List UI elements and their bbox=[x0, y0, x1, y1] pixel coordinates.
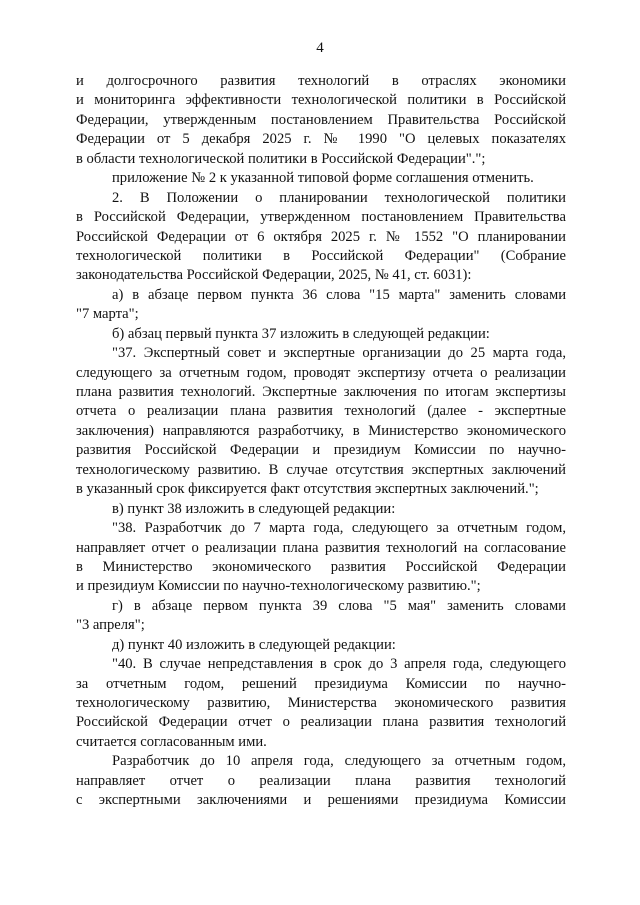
text-line: плана развития технологий. Экспертные заключения по итогам экспертизы bbox=[76, 384, 566, 400]
text-line: технологическому развитию, Министерства экономического развития bbox=[76, 695, 566, 711]
text-line: с экспертными заключениями и решениями президиума Комиссии bbox=[76, 792, 566, 809]
text-line: за отчетным годом, решений президиума Комиссии по научно- bbox=[76, 675, 566, 692]
text-line: приложение № 2 к указанной типовой форме соглашения отменить. bbox=[112, 170, 534, 187]
text-line: в указанный срок фиксируется факт отсутствия экспертных заключений."; bbox=[76, 481, 539, 498]
text-line: в) пункт 38 изложить в следующей редакции: bbox=[112, 500, 396, 517]
text-line: технологическому развитию. В случае отсутствия экспертных заключений bbox=[76, 461, 566, 478]
text-line: Российской Федерации отчет о реализации плана развития технологий bbox=[76, 714, 566, 731]
text-line: и президиум Комиссии по научно-технологическому развитию."; bbox=[76, 578, 481, 595]
text-line: в Министерство экономического развития Российской Федерации bbox=[76, 558, 566, 575]
text-line: отчета о реализации плана развития технологий (далее - экспертные bbox=[76, 403, 566, 420]
text-line: Российской Федерации от 6 октября 2025 г. № 1552 "О планировании bbox=[76, 228, 566, 245]
text-line: Федерации от 5 декабря 2025 г. № 1990 "О целевых показателях bbox=[76, 131, 566, 148]
text-line: направляет отчет о реализации плана развития технологий на согласование bbox=[76, 539, 566, 556]
text-line: а) в абзаце первом пункта 36 слова "15 марта" заменить словами bbox=[112, 286, 566, 303]
text-line: "38. Разработчик до 7 марта года, следующего за отчетным годом, bbox=[112, 520, 566, 537]
text-line: б) абзац первый пункта 37 изложить в следующей редакции: bbox=[112, 325, 490, 342]
text-line: в Российской Федерации, утвержденном постановлением Правительства bbox=[76, 209, 566, 226]
text-line: направляет отчет о реализации плана развития технологий bbox=[76, 772, 566, 789]
text-line: "3 апреля"; bbox=[76, 617, 145, 634]
text-line: д) пункт 40 изложить в следующей редакции: bbox=[112, 636, 396, 653]
text-line: "40. В случае непредставления в срок до 3 апреля года, следующего bbox=[112, 656, 566, 673]
text-line: считается согласованным ими. bbox=[76, 733, 267, 750]
text-line: в области технологической политики в Российской Федерации"."; bbox=[76, 150, 486, 167]
text-line: заключения) направляются разработчику, в Министерство экономического bbox=[76, 422, 566, 439]
text-line: следующего за отчетным годом, проводят экспертизу отчета о реализации bbox=[76, 364, 566, 381]
text-line: законодательства Российской Федерации, 2025, № 41, ст. 6031): bbox=[76, 267, 472, 284]
text-line: "37. Экспертный совет и экспертные организации до 25 марта года, bbox=[112, 345, 566, 362]
text-line: г) в абзаце первом пункта 39 слова "5 мая" заменить словами bbox=[112, 597, 566, 614]
text-line: развития Российской Федерации и президиум Комиссии по научно- bbox=[76, 442, 566, 459]
text-line: и мониторинга эффективности технологической политики в Российской bbox=[76, 92, 566, 109]
text-line: технологической политики в Российской Федерации" (Собрание bbox=[76, 247, 566, 264]
text-line: Разработчик до 10 апреля года, следующего за отчетным годом, bbox=[112, 753, 566, 770]
text-line: 2. В Положении о планировании технологической политики bbox=[112, 189, 566, 206]
text-line: Федерации, утвержденным постановлением Правительства Российской bbox=[76, 111, 566, 128]
document-text bbox=[76, 72, 566, 811]
text-line: и долгосрочного развития технологий в отраслях экономики bbox=[76, 73, 566, 89]
text-line: "7 марта"; bbox=[76, 306, 139, 323]
page-number: 4 bbox=[316, 40, 324, 56]
